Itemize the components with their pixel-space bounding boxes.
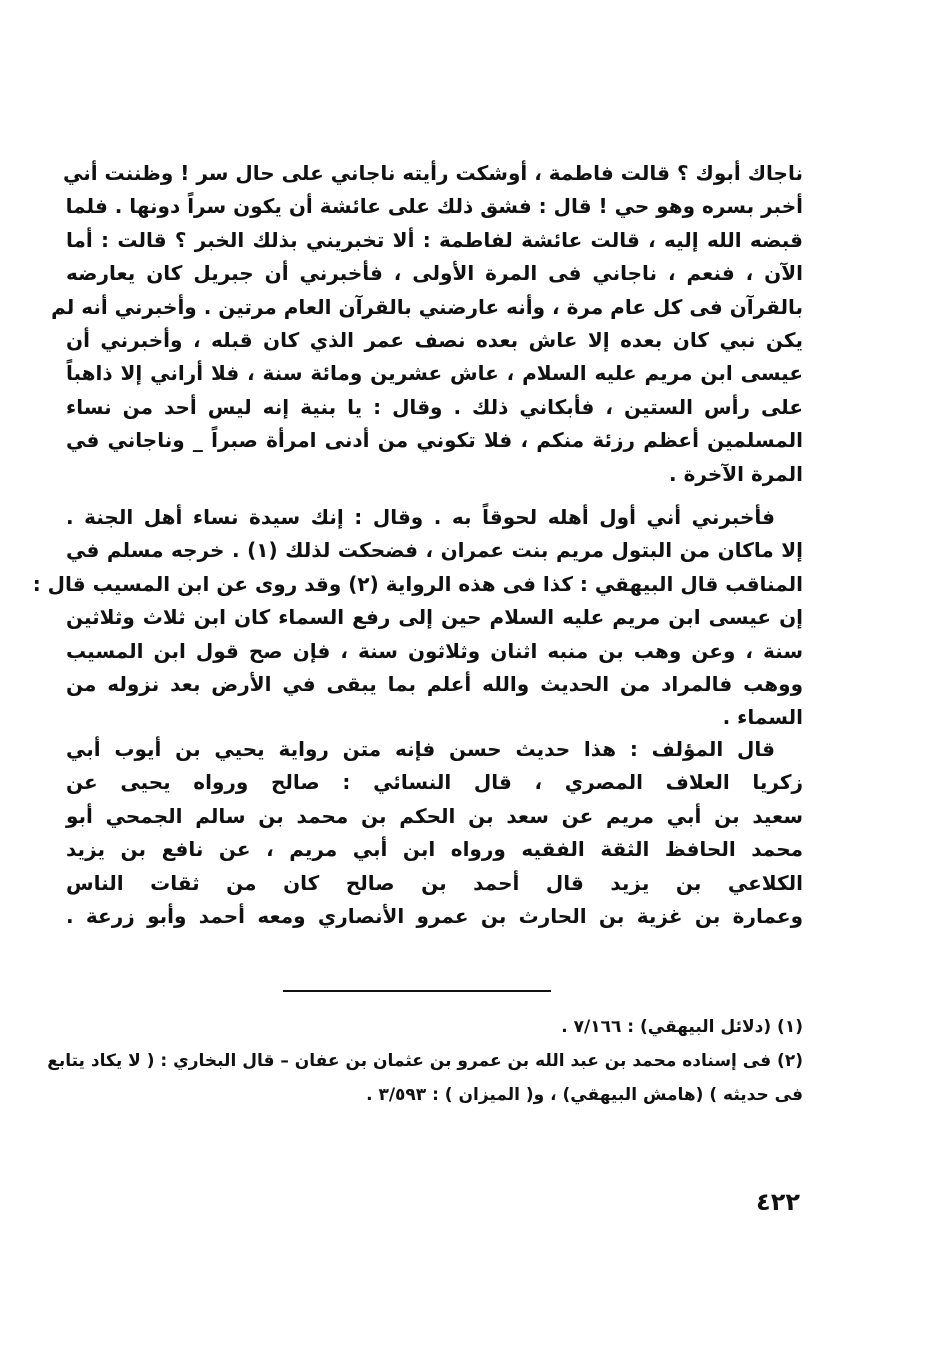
text-line: فأخبرني أني أول أهله لحوقاً به . وقال : إنك سيدة نساء أهل الجنة . xyxy=(66,505,775,529)
page-number: ٤٢٢ xyxy=(756,1188,800,1216)
text-line: وعمارة بن غزية بن الحارث بن عمرو الأنصاري ومعه أحمد وأبو زرعة . xyxy=(66,903,803,928)
text-line: زكريا العلاف المصري ، قال النسائي : صالح ورواه يحيى عن xyxy=(66,770,803,795)
text-line: سعيد بن أبي مريم عن سعد بن الحكم بن محمد بن سالم الجمحي أبو xyxy=(66,803,803,828)
text-line: الكلاعي بن يزيد قال أحمد بن صالح كان من ثقات الناس xyxy=(66,870,803,895)
text-line: قبضه الله إليه ، قالت عائشة لفاطمة : ألا تخبريني بذلك الخبر ؟ قالت : أما xyxy=(66,227,803,252)
text-line: محمد الحافظ الثقة الفقيه ورواه ابن أبي مريم ، عن نافع بن يزيد xyxy=(66,837,803,862)
text-line: على رأس الستين ، فأبكاني ذلك . وقال : يا بنية إنه ليس أحد من نساء xyxy=(66,394,803,419)
footnote-1: (١) (دلائل البيهقي) : ٧/١٦٦ . xyxy=(561,1017,803,1037)
paragraph-2 xyxy=(32,501,804,735)
text-line: إلا ماكان من البتول مريم بنت عمران ، فضحكت لذلك (١) . خرجه مسلم في xyxy=(66,538,804,563)
text-line: أخبر بسره وهو حي ! قال : فشق ذلك على عائشة أن يكون سراً دونها . فلما xyxy=(65,194,803,219)
text-line: عيسى ابن مريم عليه السلام ، عاش عشرين ومائة سنة ، فلا أراني إلا ذاهباً xyxy=(66,361,803,386)
paragraph-1 xyxy=(51,157,803,491)
text-line: المسلمين أعظم رزئة منكم ، فلا تكوني من أدنى امرأة صبراً _ وناجاني في xyxy=(66,428,803,453)
text-line: ناجاك أبوك ؟ قالت فاطمة ، أوشكت رأيته ناجاني على حال سر ! وظننت أني xyxy=(62,161,803,185)
text-line: قال المؤلف : هذا حديث حسن فإنه متن رواية يحيي بن أيوب أبي xyxy=(66,737,775,761)
footnote-divider xyxy=(283,990,551,992)
text-line: المرة الآخرة . xyxy=(669,461,803,486)
text-line: المناقب قال البيهقي : كذا فى هذه الرواية (٢) وقد روى عن ابن المسيب قال : xyxy=(32,571,803,596)
text-line: بالقرآن فى كل عام مرة ، وأنه عارضني بالقرآن العام مرتين . وأخبرني أنه لم xyxy=(51,294,803,319)
text-line: سنة ، وعن وهب بن منبه اثنان وثلاثون سنة ، فإن صح قول ابن المسيب xyxy=(66,638,803,663)
text-line: الآن ، فنعم ، ناجاني فى المرة الأولى ، فأخبرني أن جبريل كان يعارضه xyxy=(66,261,803,286)
text-line: يكن نبي كان بعده إلا عاش بعده نصف عمر الذي كان قبله ، وأخبرني أن xyxy=(66,327,803,352)
footnote-2: (٢) فى إسناده محمد بن عبد الله بن عمرو بن عثمان بن عفان – قال البخاري : ( لا يكاد يتابع xyxy=(47,1051,803,1071)
text-line: السماء . xyxy=(722,705,803,730)
text-line: ووهب فالمراد من الحديث والله أعلم بما يبقى في الأرض بعد نزوله من xyxy=(66,671,803,696)
footnotes xyxy=(47,1010,803,1112)
paragraph-3 xyxy=(66,733,803,933)
footnote-2-continued: فى حديثه ) (هامش البيهقي) ، و( الميزان ) : ٣/٥٩٣ . xyxy=(366,1085,803,1105)
text-line: إن عيسى ابن مريم عليه السلام حين إلى رفع السماء كان ابن ثلاث وثلاثين xyxy=(66,605,803,630)
